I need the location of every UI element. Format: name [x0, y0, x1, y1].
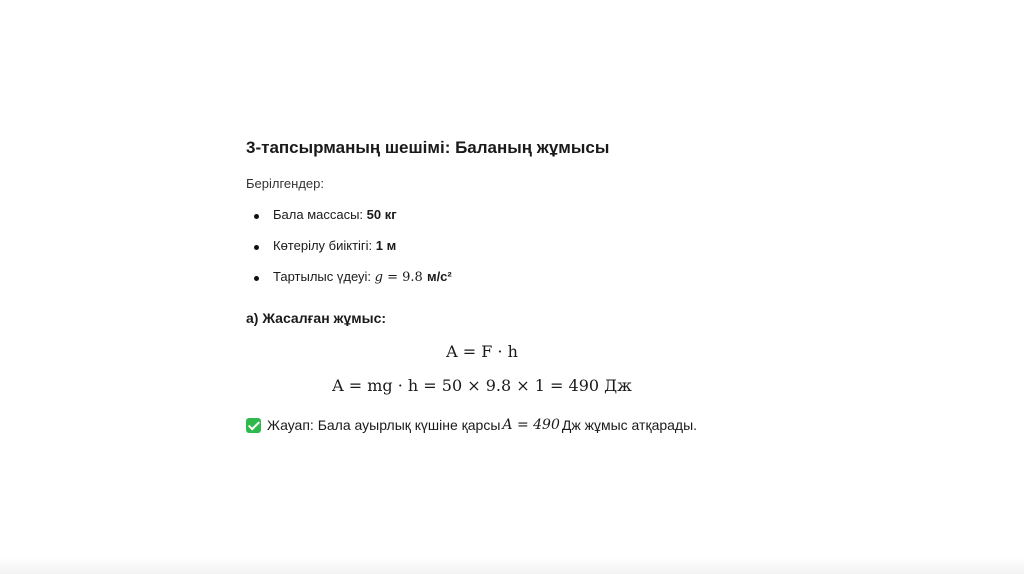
bullet-icon	[254, 276, 259, 281]
check-mark-icon	[246, 418, 261, 433]
answer-suffix: Дж жұмыс атқарады.	[561, 417, 698, 433]
given-value-mass: 50 кг	[366, 207, 397, 222]
bullet-icon	[254, 214, 259, 219]
bullet-icon	[254, 245, 259, 250]
given-label-gravity: Тартылыс үдеуі:	[273, 269, 375, 284]
given-value-height: 1 м	[375, 238, 397, 253]
section-heading-work: а) Жасалған жұмыс:	[246, 310, 387, 326]
answer-line	[246, 417, 697, 433]
answer-prefix: Жауап: Бала ауырлық күшіне қарсы	[267, 417, 501, 433]
given-label: Берілгендер:	[246, 176, 324, 191]
given-label-height: Көтерілу биіктігі:	[273, 238, 376, 253]
gravity-symbol: g	[374, 270, 383, 285]
gravity-unit: м/с²	[426, 269, 452, 284]
given-label-mass: Бала массасы:	[273, 207, 367, 222]
answer-math: A = 490	[502, 417, 560, 433]
page-title: 3-тапсырманың шешімі: Баланың жұмысы	[246, 138, 610, 157]
gravity-value: = 9.8	[382, 270, 427, 285]
formula-work-calculation: A = mg · h = 50 × 9.8 × 1 = 490 Дж	[332, 376, 632, 395]
formula-work-definition: A = F · h	[446, 342, 518, 361]
